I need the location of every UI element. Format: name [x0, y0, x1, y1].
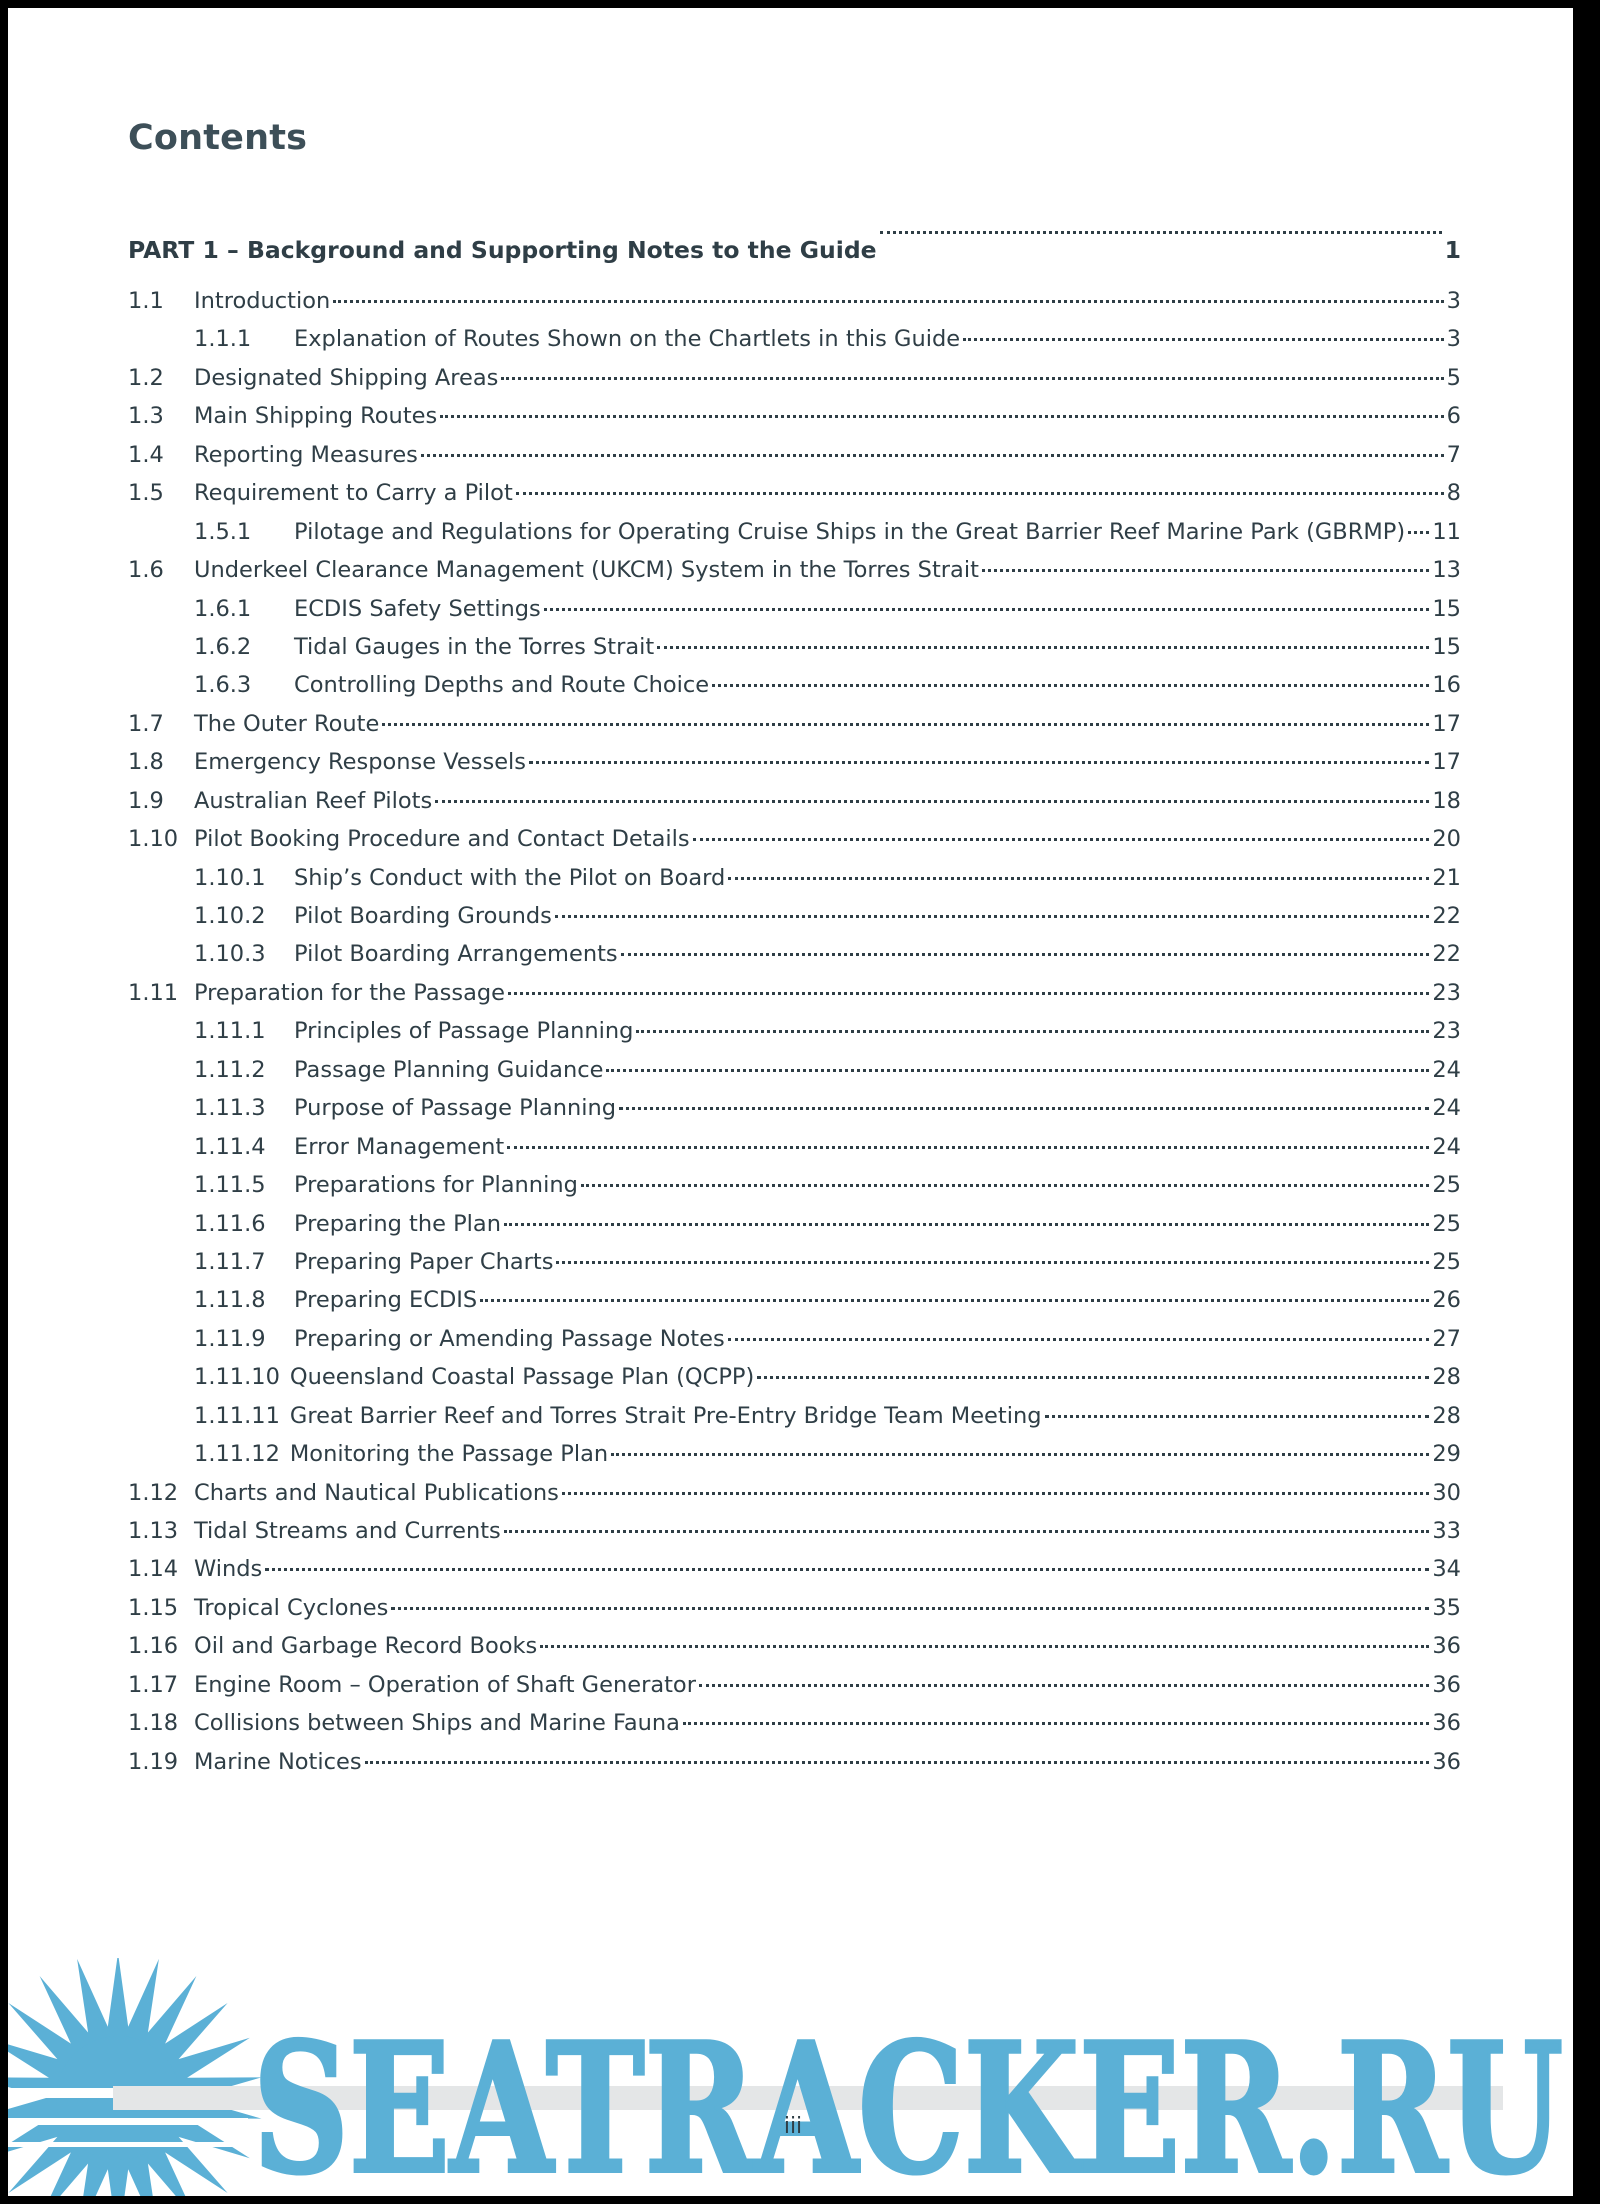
- dot-leader: [421, 454, 1444, 457]
- toc-entry[interactable]: [128, 941, 1461, 979]
- dot-leader: [540, 1645, 1429, 1648]
- toc-entry-title: Requirement to Carry a Pilot: [194, 480, 513, 507]
- dot-leader: [504, 1530, 1430, 1533]
- dot-leader: [611, 1453, 1429, 1456]
- toc-entry[interactable]: [128, 288, 1461, 326]
- toc-entry-number: 1.10.2: [194, 903, 266, 929]
- dot-leader: [757, 1376, 1429, 1379]
- toc-entry[interactable]: [128, 749, 1461, 787]
- toc-entry[interactable]: [128, 1556, 1461, 1594]
- toc-entry-number: 1.8: [128, 749, 164, 776]
- toc-entry-number: 1.6.3: [194, 672, 252, 699]
- toc-entry[interactable]: [128, 1364, 1461, 1402]
- toc-entry-page: 7: [1446, 441, 1461, 468]
- toc-entry-page: 30: [1432, 1479, 1461, 1506]
- toc-entry-title: Preparing ECDIS: [294, 1287, 478, 1314]
- dot-leader: [480, 1299, 1429, 1302]
- toc-entry-page: 3: [1446, 288, 1461, 314]
- toc-entry-page: 11: [1432, 518, 1461, 545]
- dot-leader: [504, 1223, 1429, 1226]
- toc-entry-title: Preparing the Plan: [294, 1210, 501, 1237]
- dot-leader: [636, 1030, 1429, 1033]
- toc-entry[interactable]: [128, 403, 1461, 441]
- toc-entry-number: 1.5: [128, 480, 164, 507]
- toc-entry-number: 1.5.1: [194, 518, 252, 545]
- toc-entry-title: Charts and Nautical Publications: [194, 1479, 559, 1506]
- toc-entry-page: 6: [1446, 403, 1461, 430]
- toc-entry[interactable]: [128, 1287, 1461, 1325]
- dot-leader: [508, 992, 1429, 995]
- toc-entry-title: Preparation for the Passage: [194, 979, 506, 1006]
- dot-leader: [699, 1684, 1429, 1687]
- toc-entry-title: Designated Shipping Areas: [194, 364, 499, 391]
- dot-leader: [1045, 1415, 1430, 1418]
- toc-entry[interactable]: [128, 1403, 1461, 1441]
- toc-entry-page: 18: [1432, 787, 1461, 814]
- toc-entry-title: Underkeel Clearance Management (UKCM) System in the Torres Strait: [194, 557, 979, 584]
- toc-entry-page: 17: [1432, 710, 1461, 737]
- dot-leader: [391, 1607, 1429, 1610]
- dot-leader: [728, 877, 1429, 880]
- toc-entries: [128, 288, 1461, 1787]
- toc-part-entry[interactable]: [128, 236, 1461, 288]
- toc-entry-number: 1.3: [128, 403, 164, 430]
- watermark: [8, 1958, 1573, 2196]
- toc-entry[interactable]: [128, 865, 1461, 903]
- toc-entry[interactable]: [128, 1710, 1461, 1748]
- toc-entry[interactable]: [128, 1134, 1461, 1172]
- toc-entry-number: 1.6.2: [194, 633, 252, 660]
- toc-entry-number: 1.11.11: [194, 1402, 280, 1429]
- toc-entry[interactable]: [128, 596, 1461, 634]
- toc-entry-page: 20: [1432, 826, 1461, 853]
- toc-entry-title: The Outer Route: [194, 710, 380, 737]
- toc-entry-number: 1.12: [128, 1479, 179, 1506]
- toc-entry-page: 8: [1446, 480, 1461, 507]
- toc-entry-number: 1.10: [128, 826, 179, 853]
- toc-entry[interactable]: [128, 1211, 1461, 1249]
- toc-entry-page: 3: [1446, 326, 1461, 353]
- toc-entry-title: Principles of Passage Planning: [294, 1018, 634, 1045]
- toc-entry[interactable]: [128, 1326, 1461, 1364]
- toc-entry[interactable]: [128, 480, 1461, 518]
- dot-leader: [507, 1146, 1429, 1149]
- toc-entry-page: 13: [1432, 557, 1461, 584]
- toc-entry-title: Queensland Coastal Passage Plan (QCPP): [289, 1364, 755, 1391]
- toc-entry-number: 1.11.12: [194, 1441, 280, 1468]
- toc-entry-page: 17: [1432, 749, 1461, 776]
- toc-entry-page: 35: [1432, 1594, 1461, 1621]
- toc-entry-page: 24: [1432, 1133, 1461, 1160]
- toc-entry-page: 36: [1432, 1710, 1461, 1737]
- toc-entry[interactable]: [128, 442, 1461, 480]
- toc-entry-number: 1.11: [128, 979, 179, 1006]
- toc-entry-title: Pilotage and Regulations for Operating Cruise Ships in the Great Barrier Reef Marine Park (GBRMP): [294, 518, 1406, 545]
- dot-leader: [382, 723, 1429, 726]
- toc-entry-number: 1.1: [128, 288, 164, 314]
- toc-entry[interactable]: [128, 365, 1461, 403]
- toc-entry-page: 33: [1432, 1518, 1461, 1544]
- dot-leader: [606, 1069, 1429, 1072]
- toc-entry-title: Pilot Boarding Arrangements: [294, 941, 618, 968]
- toc-entry-number: 1.19: [128, 1748, 179, 1775]
- toc-entry-number: 1.11.9: [194, 1325, 266, 1352]
- toc-entry-number: 1.1.1: [194, 326, 252, 353]
- toc-entry-page: 26: [1432, 1287, 1461, 1314]
- toc-entry-title: Emergency Response Vessels: [194, 749, 527, 776]
- toc-entry-page: 15: [1432, 633, 1461, 660]
- dot-leader: [880, 231, 1442, 234]
- toc-entry-title: Main Shipping Routes: [194, 403, 438, 430]
- toc-entry[interactable]: [128, 903, 1461, 941]
- toc-entry-title: Australian Reef Pilots: [194, 787, 433, 814]
- dot-leader: [982, 569, 1429, 572]
- toc-entry-page: 22: [1432, 903, 1461, 929]
- toc-entry-page: 28: [1432, 1402, 1461, 1429]
- dot-leader: [544, 608, 1430, 611]
- toc-entry-page: 25: [1432, 1210, 1461, 1237]
- toc-entry-number: 1.11.7: [194, 1248, 266, 1275]
- toc-entry-title: Oil and Garbage Record Books: [194, 1633, 538, 1660]
- toc-entry-title: Preparing or Amending Passage Notes: [294, 1325, 725, 1352]
- toc-entry-number: 1.6: [128, 557, 164, 584]
- dot-leader: [1408, 531, 1429, 534]
- toc-entry[interactable]: [128, 1095, 1461, 1133]
- toc-entry-page: 25: [1432, 1172, 1461, 1199]
- toc-entry-number: 1.15: [128, 1594, 179, 1621]
- dot-leader: [963, 338, 1444, 341]
- toc-entry-page: 34: [1432, 1556, 1461, 1583]
- toc-entry-title: Tropical Cyclones: [194, 1594, 389, 1621]
- toc-entry-number: 1.14: [128, 1556, 179, 1583]
- toc-entry-page: 36: [1432, 1748, 1461, 1775]
- watermark-text: SEATRACKER.RU: [253, 2004, 1563, 2196]
- toc-entry-number: 1.2: [128, 364, 164, 391]
- dot-leader: [683, 1722, 1429, 1725]
- toc-entry[interactable]: [128, 1595, 1461, 1633]
- toc-entry-title: Winds: [194, 1556, 263, 1583]
- dot-leader: [555, 915, 1429, 918]
- toc-entry-number: 1.11.2: [194, 1056, 266, 1083]
- toc-entry-page: 28: [1432, 1364, 1461, 1391]
- toc-entry-title: Reporting Measures: [194, 441, 418, 468]
- toc-entry[interactable]: [128, 557, 1461, 595]
- toc-entry-number: 1.16: [128, 1633, 179, 1660]
- toc-entry[interactable]: [128, 326, 1461, 364]
- dot-leader: [501, 377, 1443, 380]
- dot-leader: [562, 1492, 1429, 1495]
- toc-entry[interactable]: [128, 634, 1461, 672]
- toc-entry[interactable]: [128, 1057, 1461, 1095]
- toc-entry-page: 24: [1432, 1056, 1461, 1083]
- toc-entry-number: 1.13: [128, 1518, 179, 1544]
- table-of-contents: [128, 236, 1461, 1787]
- dot-leader: [333, 300, 1443, 303]
- toc-entry-number: 1.11.1: [194, 1018, 266, 1045]
- toc-part-page: 1: [1444, 236, 1461, 264]
- toc-entry-title: Ship’s Conduct with the Pilot on Board: [294, 864, 726, 891]
- toc-entry-title: Controlling Depths and Route Choice: [294, 672, 710, 699]
- toc-entry[interactable]: [128, 1518, 1461, 1556]
- dot-leader: [365, 1761, 1430, 1764]
- toc-entry-number: 1.18: [128, 1710, 179, 1737]
- dot-leader: [657, 646, 1429, 649]
- toc-entry-title: Explanation of Routes Shown on the Chartlets in this Guide: [294, 326, 961, 353]
- toc-entry-number: 1.6.1: [194, 595, 252, 622]
- document-page: [8, 8, 1573, 2196]
- toc-entry-title: Engine Room – Operation of Shaft Generator: [194, 1671, 696, 1698]
- toc-entry-title: Pilot Booking Procedure and Contact Details: [194, 826, 690, 853]
- toc-entry-page: 23: [1432, 1018, 1461, 1045]
- sun-logo-icon: [8, 1958, 262, 2196]
- dot-leader: [265, 1568, 1429, 1571]
- toc-entry-number: 1.17: [128, 1671, 179, 1698]
- toc-entry[interactable]: [128, 1441, 1461, 1479]
- toc-entry[interactable]: [128, 672, 1461, 710]
- toc-entry-number: 1.11.3: [194, 1095, 266, 1122]
- toc-entry-number: 1.7: [128, 710, 164, 737]
- toc-entry-title: Tidal Gauges in the Torres Strait: [294, 633, 655, 660]
- toc-entry-number: 1.11.4: [194, 1133, 266, 1160]
- toc-entry-page: 25: [1432, 1248, 1461, 1275]
- toc-entry-title: Introduction: [194, 288, 331, 314]
- toc-entry-title: Preparing Paper Charts: [294, 1248, 554, 1275]
- toc-entry-page: 15: [1432, 595, 1461, 622]
- toc-entry[interactable]: [128, 1672, 1461, 1710]
- dot-leader: [619, 1107, 1429, 1110]
- toc-entry-page: 16: [1432, 672, 1461, 699]
- page-title: Contents: [128, 118, 308, 158]
- toc-entry-title: Tidal Streams and Currents: [194, 1518, 501, 1544]
- dot-leader: [693, 838, 1430, 841]
- toc-entry-title: Collisions between Ships and Marine Fauna: [194, 1710, 680, 1737]
- dot-leader: [581, 1184, 1429, 1187]
- toc-entry-page: 29: [1432, 1441, 1461, 1468]
- toc-entry-number: 1.10.3: [194, 941, 266, 968]
- toc-entry[interactable]: [128, 980, 1461, 1018]
- toc-entry-title: Purpose of Passage Planning: [294, 1095, 617, 1122]
- toc-entry-title: Error Management: [294, 1133, 505, 1160]
- dot-leader: [556, 1261, 1429, 1264]
- toc-entry[interactable]: [128, 1749, 1461, 1787]
- toc-entry-page: 5: [1446, 364, 1461, 391]
- toc-entry-page: 36: [1432, 1633, 1461, 1660]
- toc-entry[interactable]: [128, 1249, 1461, 1287]
- dot-leader: [712, 684, 1429, 687]
- toc-entry-page: 36: [1432, 1671, 1461, 1698]
- toc-entry-title: Pilot Boarding Grounds: [294, 903, 552, 929]
- toc-entry[interactable]: [128, 1172, 1461, 1210]
- toc-entry[interactable]: [128, 788, 1461, 826]
- toc-entry-number: 1.11.8: [194, 1287, 266, 1314]
- toc-entry-page: 24: [1432, 1095, 1461, 1122]
- toc-entry-title: ECDIS Safety Settings: [294, 595, 541, 622]
- dot-leader: [621, 953, 1430, 956]
- toc-entry-title: Preparations for Planning: [294, 1172, 578, 1199]
- toc-entry-title: Great Barrier Reef and Torres Strait Pre-Entry Bridge Team Meeting: [289, 1402, 1042, 1429]
- toc-entry[interactable]: [128, 1480, 1461, 1518]
- dot-leader: [435, 800, 1429, 803]
- toc-entry-number: 1.11.5: [194, 1172, 266, 1199]
- toc-entry-page: 23: [1432, 979, 1461, 1006]
- toc-entry-number: 1.11.6: [194, 1210, 266, 1237]
- toc-entry[interactable]: [128, 1633, 1461, 1671]
- page-number: iii: [783, 2114, 803, 2139]
- toc-entry-number: 1.9: [128, 787, 164, 814]
- dot-leader: [440, 415, 1443, 418]
- toc-entry[interactable]: [128, 826, 1461, 864]
- toc-entry-page: 27: [1432, 1325, 1461, 1352]
- toc-entry[interactable]: [128, 519, 1461, 557]
- toc-entry-title: Marine Notices: [194, 1748, 362, 1775]
- toc-entry-title: Passage Planning Guidance: [294, 1056, 604, 1083]
- toc-entry-number: 1.4: [128, 441, 164, 468]
- toc-entry[interactable]: [128, 1018, 1461, 1056]
- toc-entry-page: 21: [1432, 864, 1461, 891]
- toc-entry-page: 22: [1432, 941, 1461, 968]
- toc-entry-title: Monitoring the Passage Plan: [289, 1441, 609, 1468]
- toc-part-title: PART 1 – Background and Supporting Notes to the Guide: [128, 236, 877, 264]
- dot-leader: [516, 492, 1444, 495]
- toc-entry-number: 1.11.10: [194, 1364, 280, 1391]
- toc-entry[interactable]: [128, 711, 1461, 749]
- toc-entry-number: 1.10.1: [194, 864, 266, 891]
- dot-leader: [728, 1338, 1430, 1341]
- dot-leader: [529, 761, 1429, 764]
